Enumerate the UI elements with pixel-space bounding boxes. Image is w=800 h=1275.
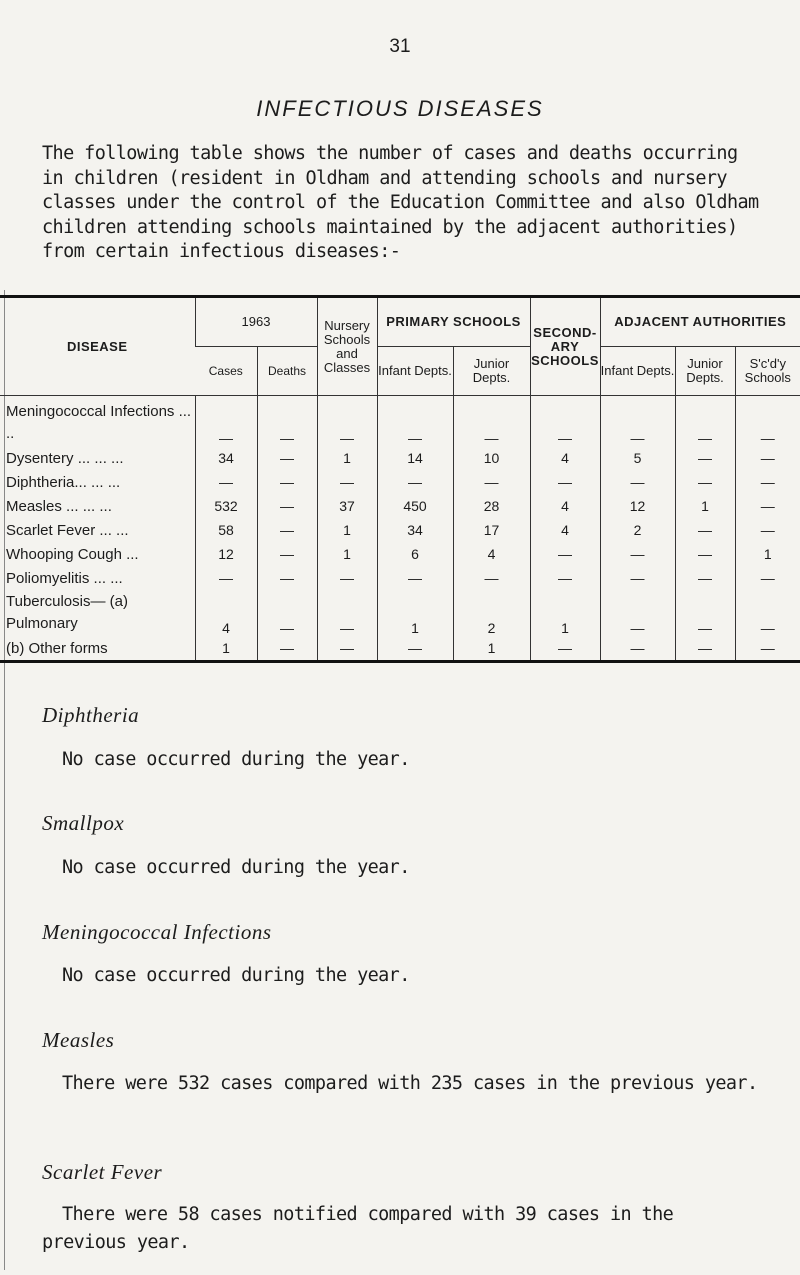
table-cell: 1 xyxy=(317,542,377,566)
table-cell: 1 xyxy=(530,590,600,636)
table-cell: — xyxy=(675,590,735,636)
table-row xyxy=(0,566,800,590)
table-cell: — xyxy=(257,446,317,470)
table-cell: — xyxy=(735,446,800,470)
table-cell: 10 xyxy=(453,446,530,470)
table-cell: 532 xyxy=(195,494,257,518)
section-heading-measles: Measles xyxy=(42,1028,115,1052)
table-cell: — xyxy=(675,396,735,447)
disease-name-cell: Poliomyelitis ... ... xyxy=(6,569,123,587)
header-disease: DISEASE xyxy=(0,297,195,396)
table-cell: — xyxy=(377,470,453,494)
table-cell: — xyxy=(530,566,600,590)
table-cell: 6 xyxy=(377,542,453,566)
table-cell: — xyxy=(675,470,735,494)
page-title: INFECTIOUS DISEASES xyxy=(256,96,544,121)
table-cell: 450 xyxy=(377,494,453,518)
disease-table xyxy=(0,295,800,663)
table-cell: 4 xyxy=(195,590,257,636)
table-cell: — xyxy=(675,542,735,566)
header-adjacent-infant: Infant Depts. xyxy=(600,347,675,396)
table-cell: 58 xyxy=(195,518,257,542)
table-cell: 1 xyxy=(317,518,377,542)
table-row xyxy=(0,518,800,542)
table-cell: 4 xyxy=(530,446,600,470)
table-cell: — xyxy=(735,396,800,447)
disease-name-cell: Tuberculosis— (a) Pulmonary xyxy=(6,593,128,632)
header-nursery: Nursery Schools and Classes xyxy=(317,297,377,396)
header-primary-infant: Infant Depts. xyxy=(377,347,453,396)
table-cell: — xyxy=(377,566,453,590)
table-cell: 37 xyxy=(317,494,377,518)
table-cell: — xyxy=(257,636,317,662)
table-cell: — xyxy=(195,566,257,590)
table-cell: 1 xyxy=(377,590,453,636)
table-row xyxy=(0,396,800,447)
table-row xyxy=(0,494,800,518)
table-cell: — xyxy=(317,396,377,447)
table-cell: 14 xyxy=(377,446,453,470)
table-cell: — xyxy=(600,542,675,566)
table-row xyxy=(0,542,800,566)
section-heading-meningococcal: Meningococcal Infections xyxy=(42,920,272,944)
table-cell: — xyxy=(735,636,800,662)
table-cell: — xyxy=(735,494,800,518)
table-cell: — xyxy=(530,636,600,662)
table-cell: — xyxy=(675,636,735,662)
table-cell: — xyxy=(600,470,675,494)
table-cell: — xyxy=(453,396,530,447)
section-heading-diphtheria: Diphtheria xyxy=(42,703,140,727)
table-cell: — xyxy=(530,470,600,494)
table-cell: 12 xyxy=(195,542,257,566)
table-cell: — xyxy=(317,566,377,590)
section-body-diphtheria: No case occurred during the year. xyxy=(62,749,410,770)
table-cell: — xyxy=(735,518,800,542)
table-row xyxy=(0,636,800,662)
disease-name-cell: Whooping Cough ... xyxy=(6,545,139,563)
table-cell: 34 xyxy=(377,518,453,542)
table-cell: — xyxy=(600,566,675,590)
section-body-meningococcal: No case occurred during the year. xyxy=(62,965,410,986)
table-row xyxy=(0,470,800,494)
table-cell: — xyxy=(453,470,530,494)
table-cell: 12 xyxy=(600,494,675,518)
table-cell: — xyxy=(675,518,735,542)
table-cell: — xyxy=(195,470,257,494)
intro-paragraph: The following table shows the number of cases and deaths occurring in children (resident in Oldham and attending schools and nursery classes under the control of the Education Committee and also Oldham children attending schools maintained by the adjacent authorities) from certain infectious diseases:- xyxy=(42,143,759,262)
table-cell: — xyxy=(675,566,735,590)
header-adjacent-junior: Junior Depts. xyxy=(675,347,735,396)
table-row xyxy=(0,446,800,470)
table-cell: — xyxy=(257,566,317,590)
disease-name-cell: Dysentery ... ... ... xyxy=(6,449,124,467)
section-heading-smallpox: Smallpox xyxy=(42,811,125,835)
table-cell: — xyxy=(675,446,735,470)
table-cell: 4 xyxy=(530,518,600,542)
table-cell: 2 xyxy=(453,590,530,636)
table-cell: 1 xyxy=(317,446,377,470)
table-cell: — xyxy=(257,494,317,518)
table-cell: — xyxy=(377,636,453,662)
table-cell: — xyxy=(453,566,530,590)
disease-name-cell: Scarlet Fever ... ... xyxy=(6,521,129,539)
table-cell: — xyxy=(530,542,600,566)
table-cell: — xyxy=(735,566,800,590)
header-adjacent-secondary: S'c'd'y Schools xyxy=(735,347,800,396)
table-cell: 1 xyxy=(453,636,530,662)
section-body-smallpox: No case occurred during the year. xyxy=(62,857,410,878)
table-cell: — xyxy=(257,542,317,566)
table-cell: 4 xyxy=(530,494,600,518)
table-cell: 1 xyxy=(195,636,257,662)
section-heading-scarlet-fever: Scarlet Fever xyxy=(42,1160,163,1184)
disease-name-cell: Diphtheria... ... ... xyxy=(6,473,121,491)
table-cell: 28 xyxy=(453,494,530,518)
header-year: 1963 xyxy=(195,297,317,347)
table-cell: — xyxy=(257,396,317,447)
section-body-measles: There were 532 cases compared with 235 cases in the previous year. xyxy=(62,1073,758,1094)
table-cell: — xyxy=(257,518,317,542)
table-cell: — xyxy=(600,396,675,447)
disease-name-cell: Measles ... ... ... xyxy=(6,497,112,515)
table-cell: — xyxy=(257,590,317,636)
table-cell: — xyxy=(530,396,600,447)
disease-name-cell: Meningococcal Infections ... .. xyxy=(6,403,192,442)
table-cell: 1 xyxy=(675,494,735,518)
table-cell: 1 xyxy=(735,542,800,566)
header-deaths: Deaths xyxy=(257,347,317,396)
table-cell: — xyxy=(317,636,377,662)
table-cell: — xyxy=(377,396,453,447)
table-cell: — xyxy=(600,590,675,636)
header-primary-junior: Junior Depts. xyxy=(453,347,530,396)
table-cell: — xyxy=(257,470,317,494)
table-cell: — xyxy=(735,590,800,636)
disease-name-cell: (b) Other forms xyxy=(6,639,108,657)
section-body-scarlet-fever: There were 58 cases notified compared with 39 cases in the previous year. xyxy=(42,1204,674,1253)
table-cell: — xyxy=(317,470,377,494)
header-adjacent: ADJACENT AUTHORITIES xyxy=(600,297,800,347)
table-cell: 2 xyxy=(600,518,675,542)
table-cell: — xyxy=(735,470,800,494)
header-cases: Cases xyxy=(195,347,257,396)
table-cell: 5 xyxy=(600,446,675,470)
table-row xyxy=(0,590,800,636)
table-cell: — xyxy=(600,636,675,662)
table-cell: 4 xyxy=(453,542,530,566)
header-secondary: SECOND-ARY SCHOOLS xyxy=(530,297,600,396)
table-cell: — xyxy=(195,396,257,447)
table-cell: 17 xyxy=(453,518,530,542)
table-cell: 34 xyxy=(195,446,257,470)
table-cell: — xyxy=(317,590,377,636)
header-primary: PRIMARY SCHOOLS xyxy=(377,297,530,347)
page-number: 31 xyxy=(389,36,411,57)
